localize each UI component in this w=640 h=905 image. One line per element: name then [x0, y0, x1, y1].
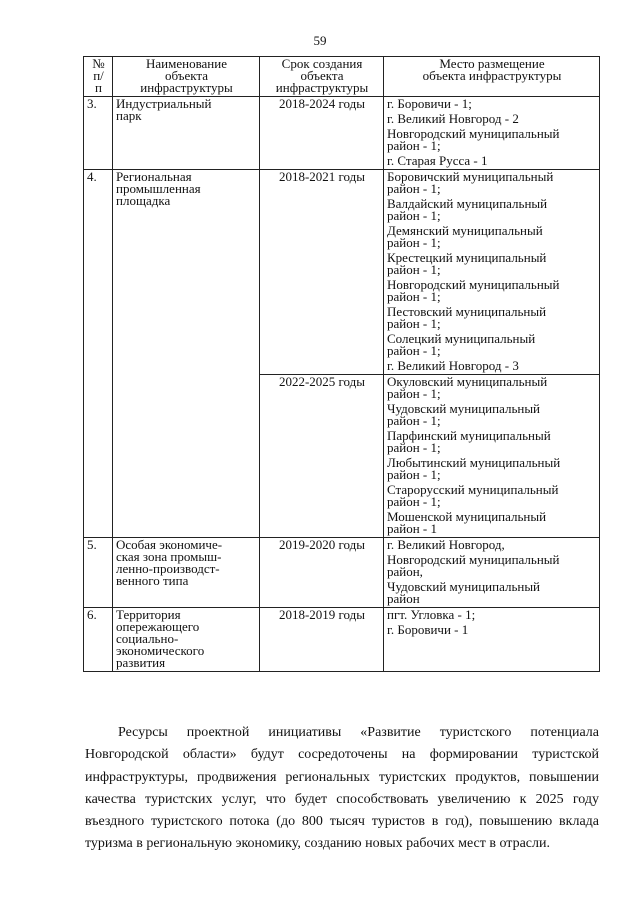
table-row	[84, 97, 600, 170]
header-object-name	[113, 57, 260, 97]
location-entry	[387, 128, 597, 152]
text-line: Солецкий муниципальный	[387, 331, 536, 346]
text-line: Любытинский муниципальный	[387, 455, 561, 470]
text-line: Парфинский муниципальный	[387, 428, 551, 443]
text-line: социально-	[116, 631, 179, 646]
text-line: объекта инфраструктуры	[422, 68, 562, 83]
object-name	[113, 538, 260, 608]
text-line: г. Великий Новгород,	[387, 537, 505, 552]
page-number: 59	[313, 33, 327, 48]
text-line: развития	[116, 655, 166, 670]
text-line: район - 1	[387, 521, 438, 536]
table-header-row	[84, 57, 600, 97]
text-line: Мошенской муниципальный	[387, 509, 547, 524]
text-line: Новгородский муниципальный	[387, 552, 560, 567]
text-line: район - 1;	[387, 138, 441, 153]
text-line: Особая экономиче-	[116, 537, 223, 552]
text-line: район - 1;	[387, 413, 441, 428]
location-entry	[387, 376, 597, 400]
text-line: район - 1;	[387, 386, 441, 401]
location-entry	[387, 609, 597, 621]
text-line: п	[95, 80, 102, 95]
location-entry	[387, 171, 597, 195]
text-line: район	[387, 591, 420, 606]
body-paragraph: Ресурсы проектной инициативы «Развитие туристского потенциала Новгородской области» будут сосредоточены на формировании туристской инфраструктуры, продвижения региональных туристских продуктов, повышении качества туристских услуг, что будет способствовать увеличению к 2025 году въездного туристского потока (до 800 тысяч туристов в год), повышению вклада туризма в региональную экономику, созданию новых рабочих мест в отрасли.	[85, 725, 599, 852]
text-line: опережающего	[116, 619, 200, 634]
text-line: район - 1;	[387, 440, 441, 455]
text-line: объекта	[300, 68, 344, 83]
location-entry	[387, 484, 597, 508]
text-line: Территория	[116, 607, 181, 622]
text-line: г. Великий Новгород - 3	[387, 358, 519, 373]
text-line: район - 1;	[387, 494, 441, 509]
text-line: Боровичский муниципальный	[387, 169, 554, 184]
text-line: район - 1;	[387, 235, 441, 250]
text-line: венного типа	[116, 573, 189, 588]
text-line: п/	[93, 68, 104, 83]
location-entry	[387, 457, 597, 481]
location-entry	[387, 333, 597, 357]
row-number: 5.	[84, 538, 113, 608]
location-list	[384, 608, 600, 672]
text-line: Чудовский муниципальный	[387, 579, 541, 594]
text-line: Старорусский муниципальный	[387, 482, 559, 497]
text-line: Крестецкий муниципальный	[387, 250, 547, 265]
text-line: парк	[116, 108, 142, 123]
text-line: Индустриальный	[116, 96, 212, 111]
text-line: район - 1;	[387, 289, 441, 304]
text-line: г. Великий Новгород - 2	[387, 111, 519, 126]
text-line: Новгородский муниципальный	[387, 126, 560, 141]
table-row	[84, 608, 600, 672]
header-location	[384, 57, 600, 97]
text-line: Окуловский муниципальный	[387, 374, 548, 389]
location-entry	[387, 113, 597, 125]
creation-period: 2018-2021 годы	[260, 170, 384, 375]
text-line: экономического	[116, 643, 205, 658]
text-line: инфраструктуры	[275, 80, 369, 95]
text-line: Пестовский муниципальный	[387, 304, 547, 319]
text-line: район,	[387, 564, 423, 579]
text-line: Региональная	[116, 169, 192, 184]
location-entry	[387, 539, 597, 551]
location-entry	[387, 624, 597, 636]
text-line: Демянский муниципальный	[387, 223, 543, 238]
text-line: Чудовский муниципальный	[387, 401, 541, 416]
text-line: район - 1;	[387, 262, 441, 277]
text-line: инфраструктуры	[140, 80, 233, 95]
text-line: Место размещение	[439, 56, 545, 71]
text-line: №	[92, 56, 105, 71]
object-name	[113, 97, 260, 170]
text-line: г. Старая Русса - 1	[387, 153, 488, 168]
location-entry	[387, 198, 597, 222]
text-line: пгт. Угловка - 1;	[387, 607, 476, 622]
location-entry	[387, 98, 597, 110]
location-entry	[387, 581, 597, 605]
text-line: г. Боровичи - 1	[387, 622, 469, 637]
location-entry	[387, 252, 597, 276]
text-line: промышленная	[116, 181, 201, 196]
location-entry	[387, 225, 597, 249]
location-entry	[387, 430, 597, 454]
text-line: район - 1;	[387, 467, 441, 482]
text-line: район - 1;	[387, 343, 441, 358]
text-line: Новгородский муниципальный	[387, 277, 560, 292]
object-name	[113, 170, 260, 538]
row-number: 3.	[84, 97, 113, 170]
header-creation-period	[260, 57, 384, 97]
object-name	[113, 608, 260, 672]
text-line: объекта	[164, 68, 209, 83]
text-line: площадка	[116, 193, 171, 208]
location-list	[384, 375, 600, 538]
text-line: Валдайский муниципальный	[387, 196, 548, 211]
header-number	[84, 57, 113, 97]
location-entry	[387, 360, 597, 372]
creation-period: 2018-2019 годы	[260, 608, 384, 672]
location-entry	[387, 403, 597, 427]
text-line: Наименование	[146, 56, 227, 71]
location-entry	[387, 554, 597, 578]
row-number: 4.	[84, 170, 113, 538]
location-list	[384, 538, 600, 608]
location-list	[384, 170, 600, 375]
creation-period: 2022-2025 годы	[260, 375, 384, 538]
text-line: ская зона промыш-	[116, 549, 222, 564]
location-list	[384, 97, 600, 170]
location-entry	[387, 155, 597, 167]
table-body	[84, 97, 600, 672]
text-line: район - 1;	[387, 208, 441, 223]
location-entry	[387, 511, 597, 535]
location-entry	[387, 279, 597, 303]
text-line: ленно-производст-	[116, 561, 220, 576]
text-line: район - 1;	[387, 316, 441, 331]
table-row	[84, 538, 600, 608]
infrastructure-table	[83, 56, 600, 672]
creation-period: 2019-2020 годы	[260, 538, 384, 608]
location-entry	[387, 306, 597, 330]
text-line: г. Боровичи - 1;	[387, 96, 472, 111]
text-line: Срок создания	[281, 56, 363, 71]
row-number: 6.	[84, 608, 113, 672]
table-row	[84, 170, 600, 375]
text-line: район - 1;	[387, 181, 441, 196]
creation-period: 2018-2024 годы	[260, 97, 384, 170]
